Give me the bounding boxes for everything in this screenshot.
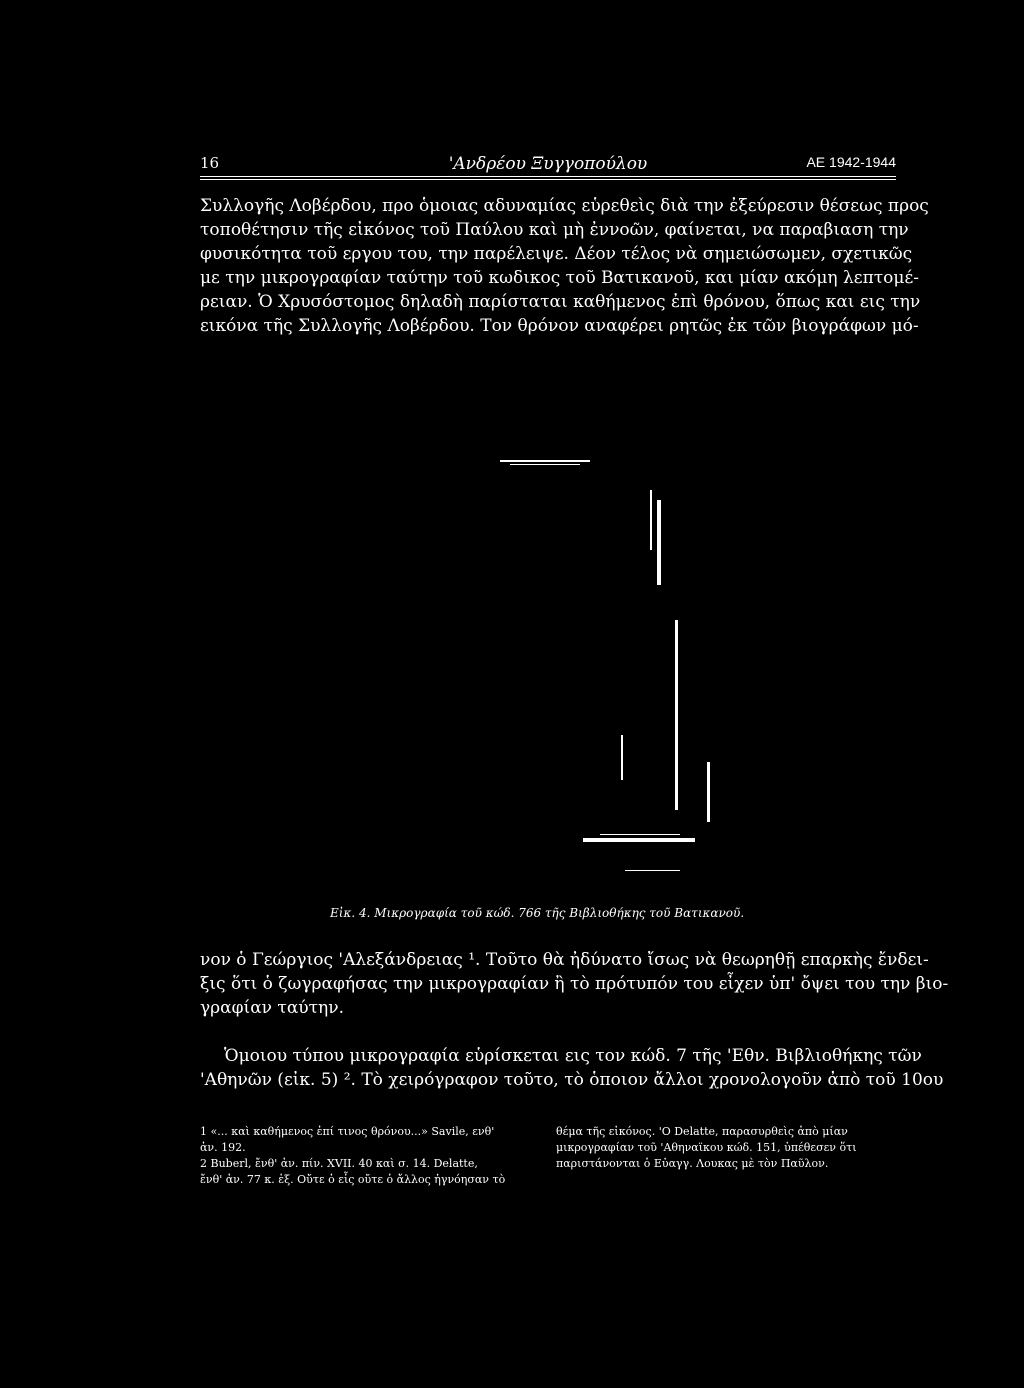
figure-stroke (657, 500, 661, 585)
figure-stroke (583, 838, 695, 842)
figure-caption: Εἰκ. 4. Μικρογραφία τοῦ κώδ. 766 τῆς Βιβλιοθήκης τοῦ Βατικανοῦ. (330, 906, 745, 920)
page-number: 16 (200, 154, 220, 172)
header-rule (200, 176, 896, 177)
footnote-line: 1 «... καὶ καθήμενος ἐπί τινος θρόνου...» Savile, ενθ' (200, 1125, 495, 1138)
footnote-line: παριστάνονται ὁ Εὐαγγ. Λουκας μὲ τὸν Παῦλον. (556, 1157, 829, 1170)
text-line: τοποθέτησιν τῆς εἰκόνος τοῦ Παύλου καὶ μὴ ἐννοῶν, φαίνεται, να παραβιαση την (200, 220, 909, 240)
text-line: εικόνα τῆς Συλλογῆς Λοβέρδου. Τον θρόνον αναφέρει ρητῶς ἐκ τῶν βιογράφων μό- (200, 316, 919, 336)
miniature-illustration (490, 440, 730, 900)
footnote-line: ἔνθ' ἀν. 77 κ. ἑξ. Οὔτε ὁ εἷς οὔτε ὁ ἄλλος ἠγνόησαν τὸ (200, 1173, 506, 1186)
figure-stroke (650, 490, 652, 550)
footnote-line: θέμα τῆς εἰκόνος. 'Ο Delatte, παρασυρθεὶς ἀπὸ μίαν (556, 1125, 848, 1138)
text-line: γραφίαν ταύτην. (200, 998, 344, 1018)
footnote-line: ἀν. 192. (200, 1141, 246, 1154)
footnotes-left-column (200, 1124, 535, 1188)
paragraph-3 (200, 1044, 944, 1092)
figure-stroke (675, 620, 678, 810)
figure-stroke (707, 762, 710, 822)
footnote-line: μικρογραφίαν τοῦ 'Αθηναϊκου κώδ. 151, ὑπέθεσεν ὅτι (556, 1141, 857, 1154)
figure-stroke (600, 834, 680, 835)
figure-stroke (621, 735, 623, 780)
text-line: φυσικότητα τοῦ εργου του, την παρέλειψε. Δέον τέλος νὰ σημειώσωμεν, σχετικῶς (200, 244, 913, 264)
text-line: Ὁμοιου τύπου μικρογραφία εὑρίσκεται εις τον κώδ. 7 τῆς 'Εθν. Βιβλιοθήκης τῶν (224, 1046, 922, 1066)
text-line: Συλλογῆς Λοβέρδου, προ ὁμοιας αδυναμίας εὑρεθεὶς διὰ την ἐξεύρεσιν θέσεως προς (200, 196, 929, 216)
text-line: νον ὁ Γεώργιος 'Αλεξάνδρειας ¹. Τοῦτο θὰ ἠδύνατο ἴσως νὰ θεωρηθῇ επαρκὴς ἔνδει- (200, 950, 929, 970)
text-line: ρειαν. Ὁ Χρυσόστομος δηλαδὴ παρίσταται καθήμενος ἐπὶ θρόνου, ὅπως και εις την (200, 292, 921, 312)
text-line: 'Αθηνῶν (εἰκ. 5) ². Τὸ χειρόγραφον τοῦτο, τὸ ὁποιον ἄλλοι χρονολογοῦν ἀπὸ τοῦ 10ου (200, 1070, 944, 1090)
figure-stroke (500, 460, 590, 462)
figure-miniature (490, 440, 730, 900)
figure-stroke (625, 870, 680, 871)
figure-stroke (510, 464, 580, 465)
header-rule-double (200, 179, 896, 180)
footnote-line: 2 Buberl, ἔνθ' ἀν. πίν. XVII. 40 καὶ σ. 14. Delatte, (200, 1157, 478, 1170)
paragraph-1 (200, 194, 929, 338)
text-line: ξις ὅτι ὁ ζωγραφήσας την μικρογραφίαν ἢ τὸ πρότυπόν του εἶχεν ὑπ' ὄψει του την βιο- (200, 974, 949, 994)
journal-reference: ΑΕ 1942-1944 (806, 154, 896, 170)
running-title: 'Ανδρέου Ξυγγοπούλου (448, 154, 648, 174)
text-line: με την μικρογραφίαν ταύτην τοῦ κωδικος τοῦ Βατικανοῦ, και μίαν ακόμη λεπτομέ- (200, 268, 919, 288)
footnotes-right-column (556, 1124, 896, 1172)
paragraph-2 (200, 948, 949, 1020)
running-header (200, 154, 896, 178)
